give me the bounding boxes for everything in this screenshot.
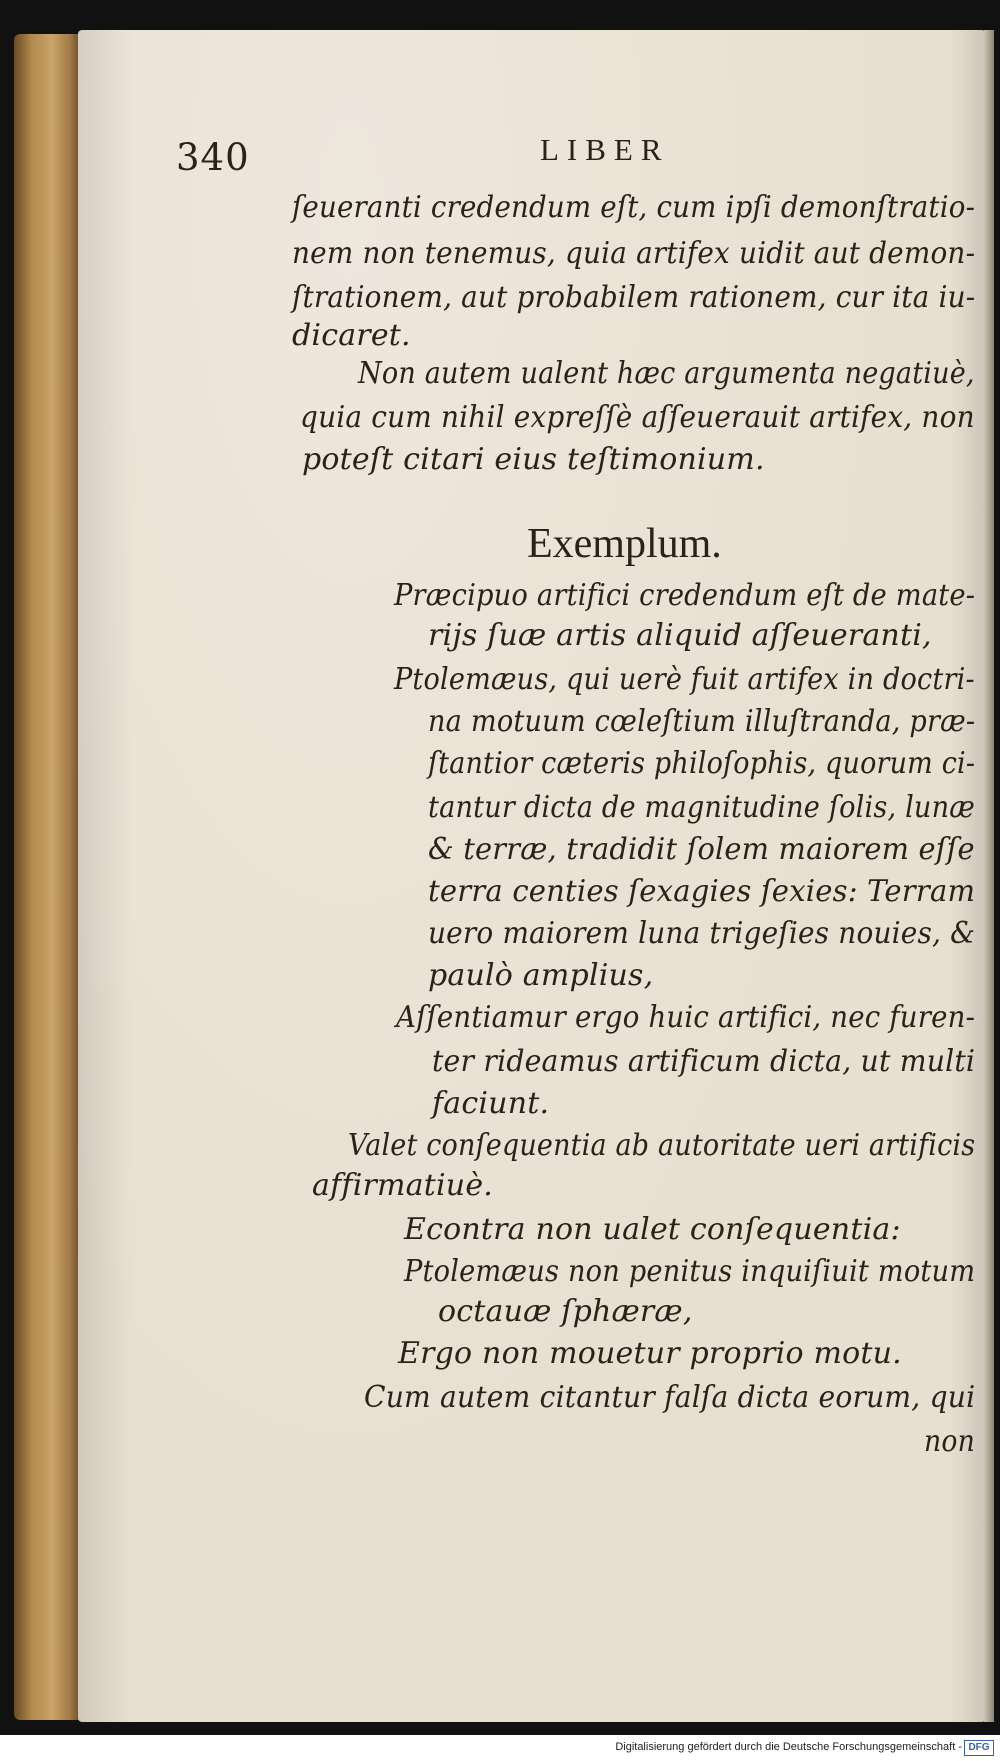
book-edge	[14, 34, 84, 1720]
text-line: rijs ſuæ artis aliquid aſſeueranti,	[428, 618, 932, 653]
text-line: octauæ ſphæræ,	[438, 1294, 693, 1329]
text-line: poteſt citari eius teſtimonium.	[302, 442, 765, 477]
running-title: LIBER	[540, 132, 670, 167]
text-line: & terræ, tradidit ſolem maiorem eſſe	[428, 832, 975, 867]
text-line: Valet conſequentia ab autoritate ueri artificis	[348, 1128, 976, 1163]
page-number: 340	[176, 136, 250, 179]
text-line: nem non tenemus, quia artifex uidit aut demon-	[292, 236, 976, 271]
text-line: Aſſentiamur ergo huic artifici, nec furen-	[396, 1000, 976, 1035]
text-line: tantur dicta de magnitudine ſolis, lunæ	[428, 790, 975, 825]
text-line: ſeueranti credendum eſt, cum ipſi demonſtratio-	[292, 190, 976, 225]
text-line: Cum autem citantur falſa dicta eorum, qui	[364, 1380, 976, 1415]
catchword: non	[924, 1424, 976, 1459]
text-line: Ergo non mouetur proprio motu.	[398, 1336, 902, 1371]
footer-bar	[0, 1735, 1000, 1761]
footer-credit: Digitalisierung gefördert durch die Deutsche Forschungsgemeinschaft -	[615, 1741, 962, 1753]
section-heading: Exemplum.	[527, 521, 722, 567]
text-line: quia cum nihil expreſſè aſſeuerauit artifex, non	[300, 400, 975, 435]
text-line: paulò amplius,	[428, 958, 654, 993]
text-line: dicaret.	[292, 318, 411, 353]
text-line: ſtantior cæteris philoſophis, quorum ci-	[428, 746, 976, 781]
text-line: ter rideamus artificum dicta, ut multi	[432, 1044, 976, 1079]
text-line: Præcipuo artifici credendum eſt de mate-	[394, 578, 976, 613]
dfg-logo: DFG	[964, 1740, 994, 1756]
text-line: affirmatiuè.	[312, 1168, 494, 1203]
page-right-edge	[984, 30, 994, 1722]
text-line: Ptolemæus non penitus inquiſiuit motum	[404, 1254, 976, 1289]
text-line: faciunt.	[432, 1086, 550, 1121]
text-line: terra centies ſexagies ſexies: Terram	[428, 874, 976, 909]
text-line: ſtrationem, aut probabilem rationem, cur ita iu-	[292, 280, 976, 315]
text-line: uero maiorem luna trigeſies nouies, &	[428, 916, 976, 951]
text-line: Econtra non ualet conſequentia:	[404, 1212, 901, 1247]
text-line: Ptolemæus, qui uerè fuit artifex in doctri-	[394, 662, 975, 697]
text-line: na motuum cœleſtium illuſtranda, præ-	[428, 704, 976, 739]
text-line: Non autem ualent hæc argumenta negatiuè,	[358, 356, 975, 391]
